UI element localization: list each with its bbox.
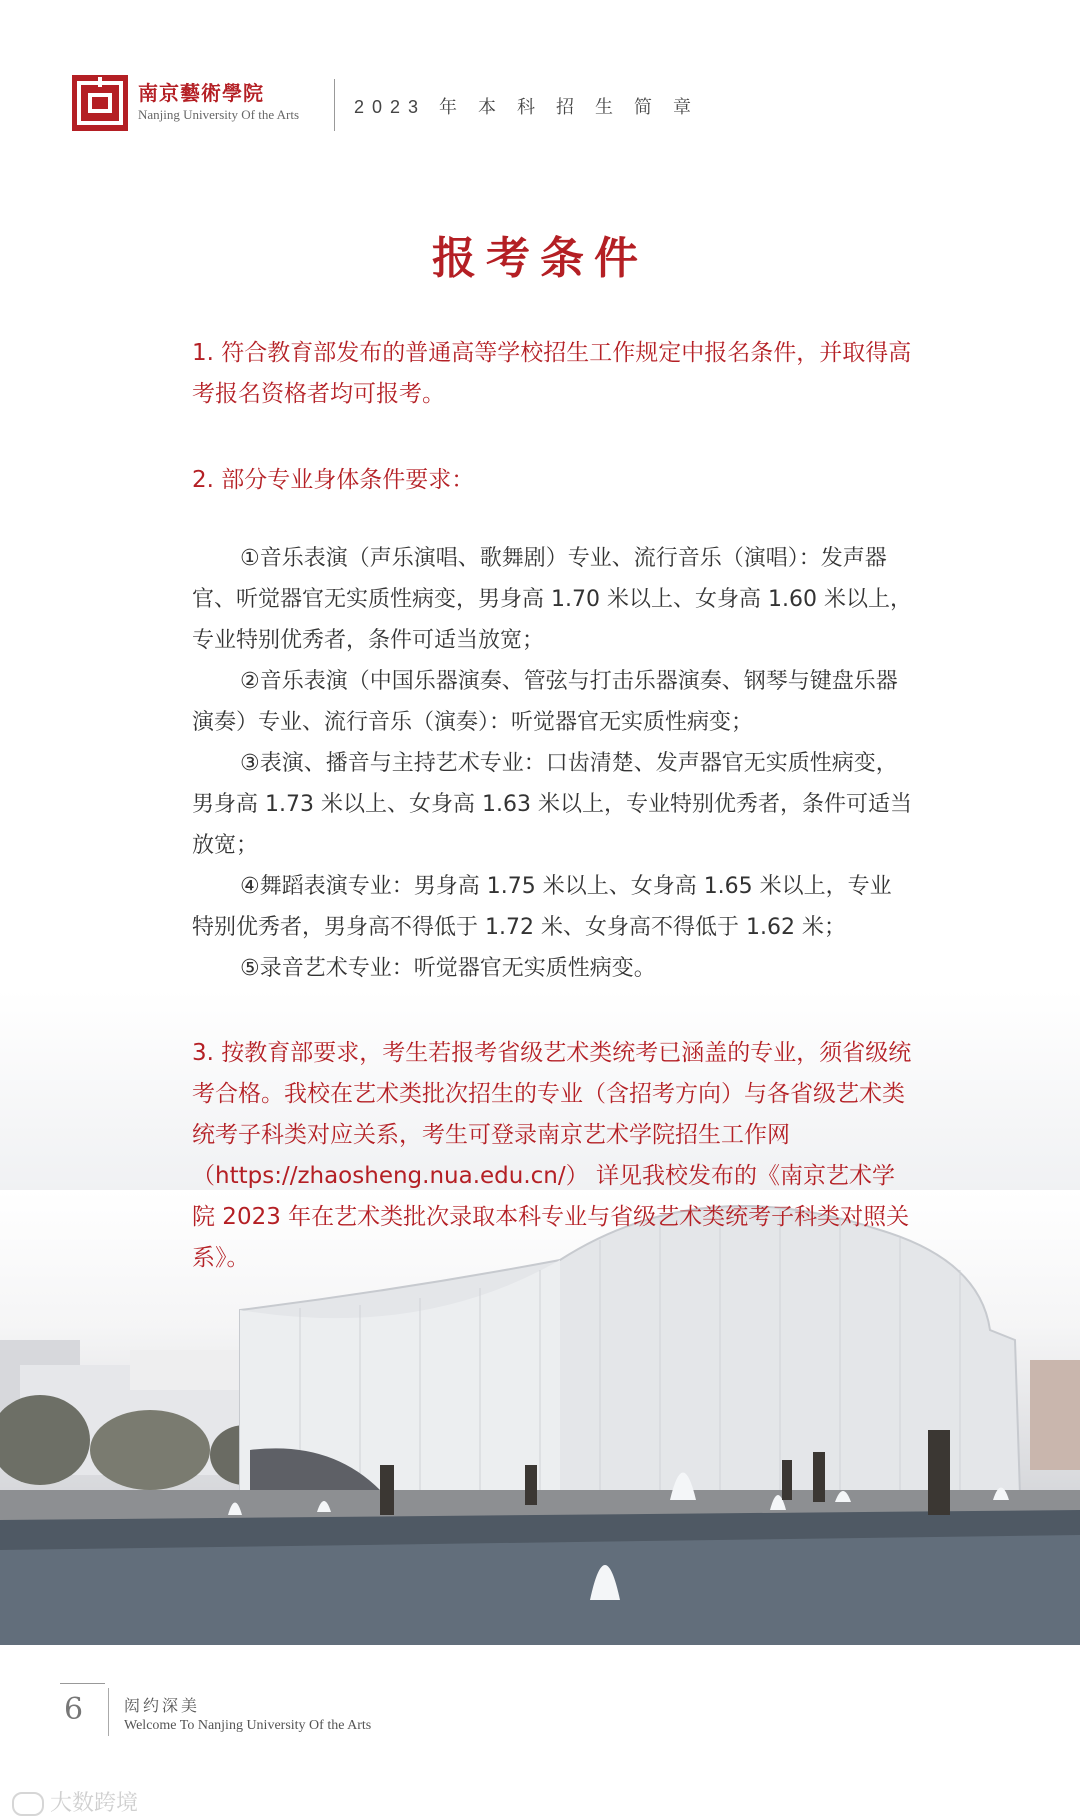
footer-rule [60, 1683, 105, 1684]
logo-name-en: Nanjing University Of the Arts [138, 107, 300, 122]
page-number: 6 [64, 1692, 84, 1727]
seal-icon [72, 75, 128, 131]
header-divider [334, 79, 335, 131]
university-logo [72, 75, 128, 131]
condition-2: ②音乐表演（中国乐器演奏、管弦与打击乐器演奏、钢琴与键盘乐器演奏）专业、流行音乐（演奏）：听觉器官无实质性病变； [192, 669, 898, 735]
watermark-text: 大数跨境 [50, 1791, 139, 1816]
footer-slogan-cn: 闳约深美 [124, 1696, 201, 1715]
condition-1: ①音乐表演（声乐演唱、歌舞剧）专业、流行音乐（演唱）：发声器官、听觉器官无实质性病变，男身高 1.70 米以上、女身高 1.60 米以上，专业特别优秀者，条件可适当放宽； [192, 546, 912, 653]
condition-3: ③表演、播音与主持艺术专业：口齿清楚、发声器官无实质性病变，男身高 1.73 米以上、女身高 1.63 米以上，专业特别优秀者，条件可适当放宽； [192, 751, 912, 858]
footer-slogan-en: Welcome To Nanjing University Of the Arts [124, 1718, 372, 1733]
logo-name-cn: 南京藝術學院 [138, 81, 264, 105]
section-1-text: 1. 符合教育部发布的普通高等学校招生工作规定中报名条件，并取得高考报名资格者均可报考。 [192, 340, 912, 407]
condition-5: ⑤录音艺术专业：听觉器官无实质性病变。 [240, 956, 656, 981]
page-title: 报考条件 [432, 233, 648, 284]
footer-divider [108, 1688, 109, 1736]
section-3-text: 3. 按教育部要求，考生若报考省级艺术类统考已涵盖的专业，须省级统考合格。我校在艺术类批次招生的专业（含招考方向）与各省级艺术类统考子科类对应关系，考生可登录南京艺术学院招生工作网（https://zhaosheng.nua.edu.cn/） 详见我校发布的《南京艺术学院 2023 年在艺术类批次录取本科专业与省级艺术类统考子科类对照关系》。 [192, 1040, 912, 1271]
physical-conditions-list [192, 538, 912, 989]
section-2-heading: 2. 部分专业身体条件要求： [192, 467, 475, 493]
watermark [12, 1786, 138, 1817]
watermark-logo-icon [12, 1792, 44, 1816]
condition-4: ④舞蹈表演专业：男身高 1.75 米以上、女身高 1.65 米以上，专业特别优秀者，男身高不得低于 1.72 米、女身高不得低于 1.62 米； [192, 874, 892, 940]
page-header [72, 75, 972, 135]
header-title: 2023 年 本 科 招 生 简 章 [354, 97, 700, 117]
